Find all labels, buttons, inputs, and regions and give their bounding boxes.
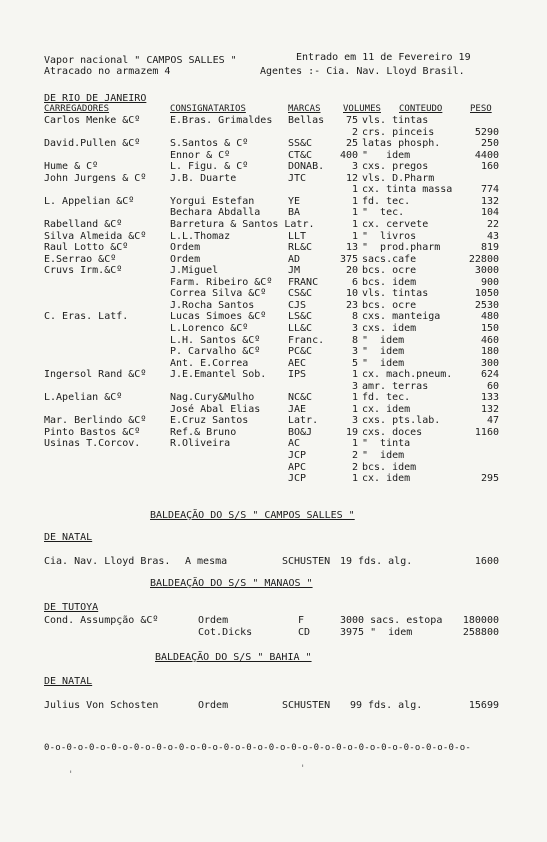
cell-consignee: R.Oliveira	[170, 438, 231, 450]
cell-mark: SS&C	[288, 138, 313, 150]
table-row	[0, 161, 547, 172]
cell-mark: Latr.	[288, 415, 319, 427]
cell-shipper: Hume & Cº	[44, 161, 99, 173]
cell-consignee: Ordem	[170, 253, 201, 265]
cell-mark: IPS	[288, 369, 307, 381]
cell-mark: BA	[288, 207, 301, 219]
cell-consignee: L.H. Santos &Cº	[170, 334, 261, 346]
cell-content: fd. tec.	[362, 392, 411, 404]
cell-shipper: Cruvs Irm.&Cº	[44, 265, 123, 277]
cell-shipper: Rabelland &Cº	[44, 218, 123, 230]
table-row	[0, 311, 547, 322]
cell-weight: 60	[486, 380, 499, 392]
cell-consignee: P. Carvalho &Cº	[170, 346, 261, 357]
cell-content: " prod.pharm	[362, 242, 441, 254]
cell-consignee: Ref.& Bruno	[170, 426, 237, 438]
cell-content: " tinta	[362, 438, 411, 450]
cell-consignee: L.L.Thomaz	[170, 230, 231, 242]
cell-shipper: Silva Almeida &Cº	[44, 230, 147, 242]
table-row	[0, 438, 547, 449]
cell-content: " idem	[362, 357, 405, 369]
table-row	[0, 462, 547, 473]
table-row	[0, 358, 547, 369]
table-row	[0, 473, 547, 484]
cell-consignee: L. Figu. & Cº	[170, 161, 249, 173]
cell-weight: 295	[480, 473, 499, 485]
cell-qty: 8	[351, 311, 358, 323]
footer-rule: 0-o-0-o-0-o-0-o-0-o-0-o-0-o-0-o-0-o-0-o-0-o-0-o-0-o-0-o-0-o-0-o-0-o-0-o-0-o-	[44, 743, 472, 753]
cell-qty: 375	[339, 253, 358, 265]
cell-qty: 3	[351, 161, 358, 173]
cell-consignee: Ennor & Cº	[170, 149, 231, 161]
cell-weight: 250	[480, 138, 499, 150]
transship-origin-1: DE NATAL	[44, 532, 93, 543]
cell-qty: 400	[339, 149, 358, 161]
cell-mark: LL&C	[288, 322, 313, 334]
cell-content: cx. tinta massa	[362, 184, 453, 196]
cell-consignee: Lucas Simoes &Cº	[170, 311, 267, 323]
cell-weight: 104	[480, 207, 499, 219]
cell-qty: 12	[345, 172, 358, 184]
cell-weight: 132	[480, 195, 499, 207]
cell-content: " idem	[362, 450, 405, 461]
transship-desc-3: 99 fds. alg.	[350, 700, 423, 711]
transship-desc-2b: 3975 " idem	[340, 627, 413, 638]
transship-shipper-1: Cia. Nav. Lloyd Bras.	[44, 556, 171, 567]
table-row	[0, 265, 547, 276]
table-row	[0, 335, 547, 346]
cell-qty: 1	[351, 438, 358, 450]
cell-shipper: David.Pullen &Cº	[44, 138, 141, 150]
cell-shipper: C. Eras. Latf.	[44, 311, 129, 323]
cell-qty: 1	[351, 369, 358, 381]
cell-content: bcs. idem	[362, 461, 417, 473]
table-row	[0, 277, 547, 288]
cell-shipper: Carlos Menke &Cº	[44, 115, 141, 126]
cell-weight: 2530	[474, 299, 499, 311]
cell-weight: 47	[486, 415, 499, 427]
cell-mark: LS&C	[288, 311, 313, 323]
table-row	[0, 184, 547, 195]
cell-mark: JAE	[288, 403, 307, 415]
cell-qty: 2	[351, 461, 358, 473]
cell-shipper: Pinto Bastos &Cº	[44, 426, 141, 438]
cell-qty: 2	[351, 450, 358, 461]
cell-qty: 10	[345, 288, 358, 300]
cell-qty: 25	[345, 138, 358, 150]
cell-qty: 1	[351, 230, 358, 242]
cell-content: cx. cervete	[362, 218, 429, 230]
col-peso: PESO	[470, 104, 492, 114]
cell-content: bcs. idem	[362, 276, 417, 288]
cell-consignee: J.E.Emantel Sob.	[170, 369, 267, 381]
transship-consignee-3: Ordem	[198, 700, 229, 711]
cell-content: crs. pinceis	[362, 126, 435, 138]
cell-content: cx. idem	[362, 473, 411, 485]
cell-qty: 1	[351, 184, 358, 196]
cell-qty: 3	[351, 415, 358, 427]
cell-mark: CS&C	[288, 288, 313, 300]
cell-content: " tec.	[362, 207, 405, 219]
cell-qty: 1	[351, 195, 358, 207]
cell-qty: 2	[351, 126, 358, 138]
transship-consignee-2a: Ordem	[198, 615, 229, 626]
cell-shipper: Mar. Berlindo &Cº	[44, 415, 147, 427]
cell-content: cxs. doces	[362, 426, 423, 438]
transship-consignee-2b: Cot.Dicks	[198, 627, 253, 638]
cell-shipper: Raul Lotto &Cº	[44, 242, 129, 254]
arrival-line: Entrado em 11 de Fevereiro 19	[296, 52, 471, 63]
transship-title-1: BALDEAÇÃO DO S/S " CAMPOS SALLES "	[150, 510, 355, 521]
cell-qty: 3	[351, 322, 358, 334]
transship-mark-2a: F	[298, 615, 305, 626]
cell-content: cxs. manteiga	[362, 311, 441, 323]
cell-content: vls. tintas	[362, 115, 429, 126]
cell-qty: 1	[351, 218, 358, 230]
transship-title-2: BALDEAÇÃO DO S/S " MANAOS "	[150, 578, 313, 589]
cell-qty: 23	[345, 299, 358, 311]
agents-line: Agentes :- Cia. Nav. Lloyd Brasil.	[260, 66, 465, 77]
cell-consignee: L.Lorenco &Cº	[170, 322, 249, 334]
cell-qty: 3	[351, 380, 358, 392]
cell-shipper: John Jurgens & Cº	[44, 172, 147, 184]
cell-consignee: E.Cruz Santos	[170, 415, 249, 427]
transship-weight-2a: 180000	[462, 615, 499, 626]
col-consignatarios: CONSIGNATARIOS	[170, 104, 246, 114]
cell-weight: 160	[480, 161, 499, 173]
table-row	[0, 219, 547, 230]
transship-shipper-2a: Cond. Assumpção &Cº	[44, 615, 159, 626]
cell-qty: 6	[351, 276, 358, 288]
cell-content: cx. mach.pneum.	[362, 369, 453, 381]
cell-consignee: Yorgui Estefan	[170, 195, 255, 207]
cell-consignee: Ant. E.Correa	[170, 357, 249, 369]
cell-qty: 1	[351, 207, 358, 219]
cell-weight: 819	[480, 242, 499, 254]
cell-consignee: Bechara Abdalla	[170, 207, 261, 219]
cell-mark: JM	[288, 265, 301, 277]
cell-content: latas phosph.	[362, 138, 441, 150]
cell-qty: 8	[351, 334, 358, 346]
cell-content: sacs.cafe	[362, 253, 417, 265]
table-row	[0, 392, 547, 403]
cell-weight: 132	[480, 403, 499, 415]
col-conteudo: CONTEUDO	[399, 104, 443, 114]
cell-consignee: J.B. Duarte	[170, 172, 237, 184]
table-row	[0, 242, 547, 253]
cell-content: " livros	[362, 230, 417, 242]
cell-consignee: S.Santos & Cº	[170, 138, 249, 150]
cell-weight: 180	[480, 346, 499, 357]
cell-consignee: E.Bras. Grimaldes	[170, 115, 273, 126]
table-row	[0, 254, 547, 265]
transship-desc-2a: 3000 sacs. estopa	[340, 615, 443, 626]
cell-content: bcs. ocre	[362, 265, 417, 277]
cell-shipper: L. Appelian &Cº	[44, 195, 135, 207]
margin-mark: '	[68, 770, 74, 780]
cell-mark: JTC	[288, 172, 307, 184]
table-row	[0, 415, 547, 426]
cell-mark: JCP	[288, 450, 307, 461]
table-row	[0, 138, 547, 149]
cell-weight: 22800	[468, 253, 499, 265]
table-row	[0, 231, 547, 242]
cell-consignee: J.Miguel	[170, 265, 219, 277]
cell-content: vls. tintas	[362, 288, 429, 300]
transship-mark-3: SCHUSTEN	[282, 700, 331, 711]
cell-weight: 1050	[474, 288, 499, 300]
cell-weight: 150	[480, 322, 499, 334]
cell-shipper: L.Apelian &Cº	[44, 392, 123, 404]
table-row	[0, 323, 547, 334]
table-row	[0, 127, 547, 138]
origin-heading: DE RIO DE JANEIRO	[44, 93, 147, 104]
table-row	[0, 115, 547, 126]
cell-mark: DONAB.	[288, 161, 325, 173]
cell-consignee: Farm. Ribeiro &Cº	[170, 276, 273, 288]
cell-weight: 774	[480, 184, 499, 196]
table-row	[0, 381, 547, 392]
cell-mark: RL&C	[288, 242, 313, 254]
cell-consignee: Correa Silva &Cº	[170, 288, 267, 300]
col-marcas: MARCAS	[288, 104, 321, 114]
table-row	[0, 404, 547, 415]
cell-weight: 4400	[474, 149, 499, 161]
cell-weight: 300	[480, 357, 499, 369]
vessel-line: Vapor nacional " CAMPOS SALLES "	[44, 55, 237, 66]
cell-content: " idem	[362, 149, 411, 161]
table-row	[0, 450, 547, 461]
margin-mark: '	[300, 764, 306, 774]
cell-mark: CT&C	[288, 149, 313, 161]
cell-mark: PC&C	[288, 346, 313, 357]
transship-mark-1: SCHUSTEN	[282, 556, 331, 567]
cell-content: bcs. ocre	[362, 299, 417, 311]
cell-qty: 3	[351, 346, 358, 357]
cell-mark: NC&C	[288, 392, 313, 404]
transship-mark-2b: CD	[298, 627, 311, 638]
transship-shipper-3: Julius Von Schosten	[44, 700, 159, 711]
cell-mark: JCP	[288, 473, 307, 485]
cell-qty: 75	[345, 115, 358, 126]
transship-origin-3: DE NATAL	[44, 676, 93, 687]
cell-content: cxs. pregos	[362, 161, 429, 173]
cell-weight: 5290	[474, 126, 499, 138]
cell-mark: APC	[288, 461, 307, 473]
table-row	[0, 207, 547, 218]
table-row	[0, 346, 547, 357]
table-row	[0, 173, 547, 184]
cell-consignee: Ordem	[170, 242, 201, 254]
cell-content: cxs. idem	[362, 322, 417, 334]
transship-weight-1: 1600	[474, 556, 499, 567]
cell-mark: LLT	[288, 230, 307, 242]
cell-qty: 1	[351, 403, 358, 415]
cell-mark: YE	[288, 195, 301, 207]
cell-qty: 5	[351, 357, 358, 369]
cell-weight: 43	[486, 230, 499, 242]
cell-mark: FRANC	[288, 276, 319, 288]
table-row	[0, 288, 547, 299]
cell-mark: Franc.	[288, 334, 325, 346]
cell-weight: 900	[480, 276, 499, 288]
dock-line: Atracado no armazem 4	[44, 66, 171, 77]
table-row	[0, 150, 547, 161]
cell-weight: 624	[480, 369, 499, 381]
cell-qty: 19	[345, 426, 358, 438]
cell-content: vls. D.Pharm	[362, 172, 435, 184]
cell-weight: 22	[486, 218, 499, 230]
cell-mark: AC	[288, 438, 301, 450]
transship-title-3: BALDEAÇÃO DO S/S " BAHIA "	[155, 652, 312, 663]
transship-weight-3: 15699	[468, 700, 499, 711]
cell-weight: 133	[480, 392, 499, 404]
cell-mark: AEC	[288, 357, 307, 369]
cell-mark: CJS	[288, 299, 307, 311]
cell-weight: 3000	[474, 265, 499, 277]
transship-origin-2: DE TUTOYA	[44, 602, 99, 613]
cell-content: fd. tec.	[362, 195, 411, 207]
cell-qty: 1	[351, 473, 358, 485]
cell-consignee: Nag.Cury&Mulho	[170, 392, 255, 404]
cell-consignee: J.Rocha Santos	[170, 299, 255, 311]
col-volumes: VOLUMES	[343, 104, 381, 114]
cell-weight: 460	[480, 334, 499, 346]
transship-consignee-1: A mesma	[185, 556, 228, 567]
cell-qty: 1	[351, 392, 358, 404]
cell-shipper: Ingersol Rand &Cº	[44, 369, 147, 381]
cell-consignee: José Abal Elias	[170, 403, 261, 415]
table-row	[0, 427, 547, 438]
cell-weight: 480	[480, 311, 499, 323]
cell-content: cx. idem	[362, 403, 411, 415]
cell-qty: 13	[345, 242, 358, 254]
transship-weight-2b: 258800	[462, 627, 499, 638]
cell-mark: Bellas	[288, 115, 325, 126]
col-carregadores: CARREGADORES	[44, 104, 110, 114]
cell-content: amr. terras	[362, 380, 429, 392]
cell-qty: 20	[345, 265, 358, 277]
cell-shipper: E.Serrao &Cº	[44, 253, 117, 265]
table-row	[0, 369, 547, 380]
cell-content: cxs. pts.lab.	[362, 415, 441, 427]
cell-content: " idem	[362, 334, 405, 346]
cell-consignee: Barretura & Santos Latr.	[170, 218, 315, 230]
table-row	[0, 196, 547, 207]
cell-shipper: Usinas T.Corcov.	[44, 438, 141, 450]
cell-content: " idem	[362, 346, 405, 357]
cell-weight: 1160	[474, 426, 499, 438]
transship-desc-1: 19 fds. alg.	[340, 556, 413, 567]
table-row	[0, 300, 547, 311]
cell-mark: AD	[288, 253, 301, 265]
cell-mark: BO&J	[288, 426, 313, 438]
